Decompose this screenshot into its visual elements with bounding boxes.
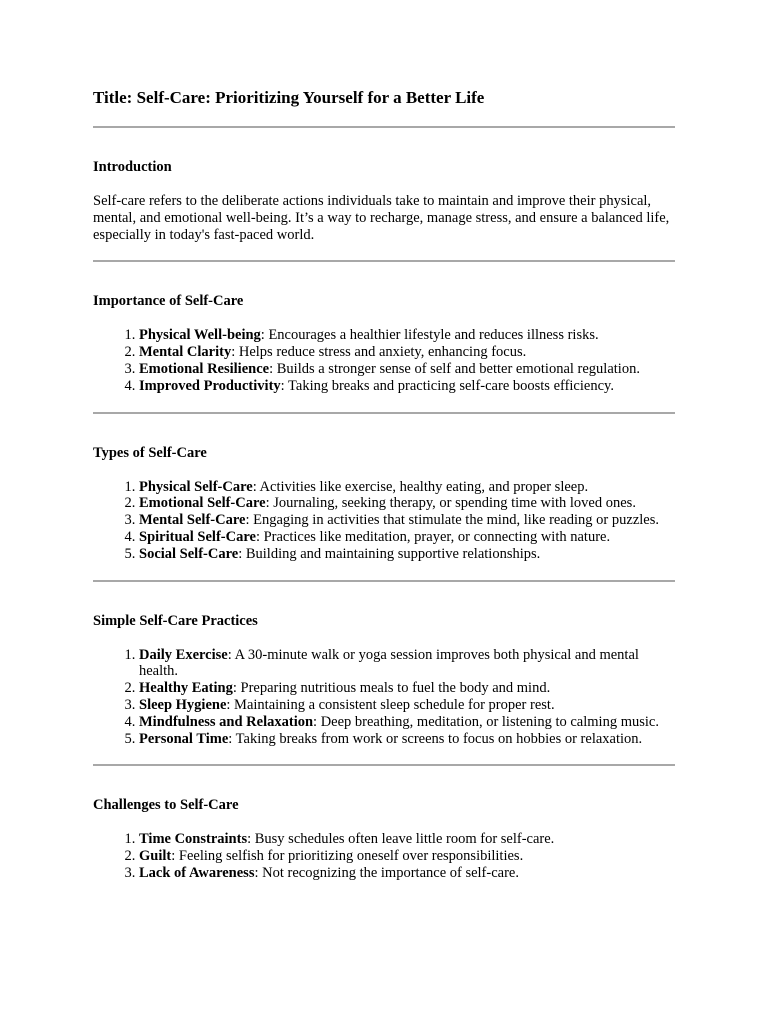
item-term: Mindfulness and Relaxation xyxy=(139,713,314,730)
introduction-text: Self-care refers to the deliberate actions individuals take to maintain and improve their physical, mental, and emotional well-being. It’s a way to recharge, manage stress, and ensure a balanced life, especially in today's fast-paced world. xyxy=(93,193,670,243)
item-description: : Activities like exercise, healthy eating, and proper sleep. xyxy=(252,478,589,495)
item-term: Healthy Eating xyxy=(139,680,233,697)
item-term: Lack of Awareness xyxy=(139,864,255,881)
item-term: Daily Exercise xyxy=(139,646,228,663)
document-title: Title: Self-Care: Prioritizing Yourself for a Better Life xyxy=(93,88,485,107)
challenges-list xyxy=(93,831,675,881)
introduction-heading: Introduction xyxy=(93,159,172,175)
list-item xyxy=(139,479,675,496)
list-item xyxy=(139,680,675,697)
list-item xyxy=(139,714,675,731)
item-term: Personal Time xyxy=(139,730,229,747)
item-term: Social Self-Care xyxy=(139,545,239,562)
list-item xyxy=(139,512,675,529)
item-term: Guilt xyxy=(139,848,172,865)
item-description: : Feeling selfish for prioritizing oneself over responsibilities. xyxy=(171,848,524,865)
list-item xyxy=(139,865,675,882)
divider xyxy=(93,126,675,128)
item-description: : Encourages a healthier lifestyle and reduces illness risks. xyxy=(260,327,599,344)
list-item xyxy=(139,731,675,748)
item-description: : Taking breaks from work or screens to focus on hobbies or relaxation. xyxy=(228,730,643,747)
item-term: Emotional Resilience xyxy=(139,360,270,377)
item-description: : Practices like meditation, prayer, or connecting with nature. xyxy=(255,528,611,545)
list-item xyxy=(139,529,675,546)
item-description: : Engaging in activities that stimulate the mind, like reading or puzzles. xyxy=(245,512,659,529)
item-term: Mental Self-Care xyxy=(139,512,246,529)
importance-heading: Importance of Self-Care xyxy=(93,293,244,310)
item-description: : Builds a stronger sense of self and better emotional regulation. xyxy=(269,360,640,377)
item-term: Mental Clarity xyxy=(139,344,232,361)
divider xyxy=(93,764,675,766)
list-item xyxy=(139,327,675,344)
item-term: Improved Productivity xyxy=(139,377,281,394)
practices-list xyxy=(93,647,675,748)
divider xyxy=(93,260,675,262)
importance-list xyxy=(93,327,675,394)
list-item xyxy=(139,546,675,563)
item-description: : Deep breathing, meditation, or listening to calming music. xyxy=(313,713,659,730)
types-heading: Types of Self-Care xyxy=(93,444,207,461)
item-term: Spiritual Self-Care xyxy=(139,528,256,545)
list-item xyxy=(139,495,675,512)
list-item xyxy=(139,697,675,714)
list-item xyxy=(139,378,675,395)
item-description: : Busy schedules often leave little room for self-care. xyxy=(247,831,555,848)
challenges-heading: Challenges to Self-Care xyxy=(93,797,239,814)
item-term: Physical Self-Care xyxy=(139,478,253,495)
list-item xyxy=(139,848,675,865)
types-list xyxy=(93,479,675,563)
item-term: Emotional Self-Care xyxy=(139,495,266,512)
item-term: Sleep Hygiene xyxy=(139,696,227,713)
item-description: : Preparing nutritious meals to fuel the body and mind. xyxy=(232,680,551,697)
item-description: : Journaling, seeking therapy, or spending time with loved ones. xyxy=(265,495,636,512)
item-description: : Building and maintaining supportive relationships. xyxy=(238,545,541,562)
list-item xyxy=(139,361,675,378)
practices-heading: Simple Self-Care Practices xyxy=(93,612,258,629)
divider xyxy=(93,412,675,414)
item-term: Time Constraints xyxy=(139,831,248,848)
list-item xyxy=(139,344,675,361)
list-item xyxy=(139,647,675,681)
item-term: Physical Well-being xyxy=(139,327,261,344)
list-item xyxy=(139,831,675,848)
item-description: : Not recognizing the importance of self-care. xyxy=(254,864,519,881)
divider xyxy=(93,580,675,582)
item-description: : A 30-minute walk or yoga session improves both physical and mental health. xyxy=(139,646,639,680)
item-description: : Helps reduce stress and anxiety, enhancing focus. xyxy=(231,344,527,361)
item-description: : Taking breaks and practicing self-care boosts efficiency. xyxy=(280,377,614,394)
item-description: : Maintaining a consistent sleep schedule for proper rest. xyxy=(226,696,555,713)
